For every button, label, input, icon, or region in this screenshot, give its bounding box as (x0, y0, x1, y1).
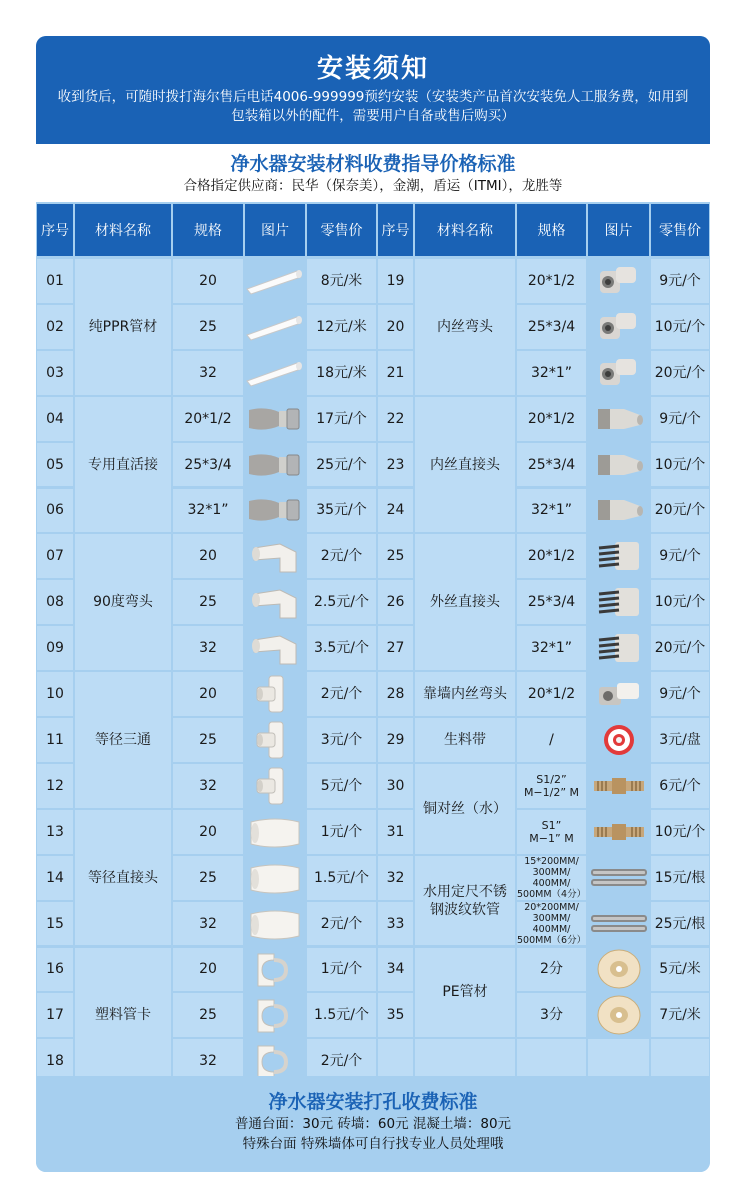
retail-price: 25元/个 (307, 443, 376, 487)
union-connector-icon (245, 443, 305, 487)
material-price-title: 净水器安装材料收费指导价格标准 (230, 153, 516, 175)
retail-price: 1元/个 (307, 810, 376, 854)
material-name: 专用直活接 (75, 397, 171, 533)
column-header: 图片 (245, 204, 305, 256)
row-number: 09 (37, 626, 73, 670)
male-coupling-icon (588, 580, 649, 624)
row-number: 16 (37, 948, 73, 992)
brass-nipple-icon (588, 810, 649, 854)
column-header: 图片 (588, 204, 649, 256)
female-coupling-icon (588, 397, 649, 441)
row-number: 32 (378, 856, 413, 900)
retail-price: 20元/个 (651, 489, 709, 533)
material-name: 铜对丝（水） (415, 764, 515, 854)
ppr-pipe-icon (245, 305, 305, 349)
spec: 32 (173, 351, 243, 395)
ptfe-tape-icon (588, 718, 649, 762)
material-name: 等径直接头 (75, 810, 171, 946)
spec-line: 400MM/ (532, 877, 571, 889)
spec: 20 (173, 948, 243, 992)
elbow-90-icon (245, 626, 305, 670)
drilling-fee-note: 特殊台面 特殊墙体可自行找专业人员处理哦 (242, 1136, 504, 1152)
spec-line: 500MM（6分） (517, 934, 587, 946)
spec: 32 (173, 764, 243, 808)
row-number: 24 (378, 489, 413, 533)
spec: 32*1” (517, 626, 586, 670)
spec-line: S1” (541, 818, 562, 832)
spec: 25*3/4 (173, 443, 243, 487)
spec: 20*1/2 (173, 397, 243, 441)
row-number: 01 (37, 259, 73, 303)
drilling-fee-prices: 普通台面：30元 砖墙：60元 混凝土墙：80元 (234, 1116, 512, 1132)
spec: 32*1” (517, 489, 586, 533)
female-coupling-icon (588, 443, 649, 487)
supplier-list: 合格指定供应商：民华（保奈美），金潮，盾运（ITMI），龙胜等 (183, 178, 563, 194)
retail-price: 9元/个 (651, 534, 709, 578)
retail-price: 18元/米 (307, 351, 376, 395)
retail-price: 20元/个 (651, 626, 709, 670)
spec: 25 (173, 718, 243, 762)
spec-line: S1/2” (536, 772, 567, 786)
row-number: 03 (37, 351, 73, 395)
material-name: PE管材 (415, 948, 515, 1038)
retail-price: 2元/个 (307, 1039, 376, 1083)
retail-price: 1元/个 (307, 948, 376, 992)
row-number: 28 (378, 672, 413, 716)
install-notice (36, 36, 710, 144)
price-sheet (36, 36, 710, 1172)
retail-price: 2元/个 (307, 534, 376, 578)
material-name: 内丝弯头 (415, 259, 515, 395)
row-number: 19 (378, 259, 413, 303)
row-number: 33 (378, 902, 413, 946)
row-number: 23 (378, 443, 413, 487)
row-number: 35 (378, 993, 413, 1037)
retail-price: 9元/个 (651, 259, 709, 303)
material-name-line: 水用定尺不锈 (423, 883, 507, 900)
spec: 25 (173, 305, 243, 349)
retail-price: 10元/个 (651, 580, 709, 624)
retail-price: 12元/米 (307, 305, 376, 349)
retail-price: 35元/个 (307, 489, 376, 533)
female-elbow-icon (588, 351, 649, 395)
retail-price: 10元/个 (651, 305, 709, 349)
material-name (415, 856, 515, 946)
tee-fitting-icon (245, 672, 305, 716)
spec: 20 (173, 672, 243, 716)
row-number: 10 (37, 672, 73, 716)
material-name: 外丝直接头 (415, 534, 515, 670)
column-header: 零售价 (307, 204, 376, 256)
column-header: 零售价 (651, 204, 709, 256)
retail-price: 25元/根 (651, 902, 709, 946)
spec: 20*1/2 (517, 259, 586, 303)
material-name: 等径三通 (75, 672, 171, 808)
spec-line: M−1” M (529, 831, 574, 845)
row-number: 25 (378, 534, 413, 578)
column-header: 规格 (173, 204, 243, 256)
elbow-90-icon (245, 534, 305, 578)
spec: 20 (173, 259, 243, 303)
column-header: 材料名称 (415, 204, 515, 256)
retail-price: 10元/个 (651, 810, 709, 854)
material-name: 内丝直接头 (415, 397, 515, 533)
elbow-90-icon (245, 580, 305, 624)
spec: 32 (173, 626, 243, 670)
spec-line: 300MM/ (532, 866, 571, 878)
spec-line: M−1/2” M (523, 785, 580, 799)
spec: 25*3/4 (517, 305, 586, 349)
spec-line: 15*200MM/ (524, 855, 579, 867)
male-coupling-icon (588, 534, 649, 578)
spec: 25*3/4 (517, 580, 586, 624)
tee-fitting-icon (245, 764, 305, 808)
ppr-pipe-icon (245, 351, 305, 395)
row-number: 07 (37, 534, 73, 578)
spec: 2分 (517, 948, 586, 992)
retail-price: 2元/个 (307, 902, 376, 946)
drilling-fee-section (36, 1076, 710, 1172)
retail-price: 1.5元/个 (307, 993, 376, 1037)
row-number: 18 (37, 1039, 73, 1083)
column-header: 规格 (517, 204, 586, 256)
spec (517, 856, 586, 900)
row-number: 31 (378, 810, 413, 854)
material-name: 靠墙内丝弯头 (415, 672, 515, 716)
retail-price: 8元/米 (307, 259, 376, 303)
union-connector-icon (245, 397, 305, 441)
spec: 32*1” (517, 351, 586, 395)
spec: / (517, 718, 586, 762)
pipe-clip-icon (245, 948, 305, 992)
retail-price: 20元/个 (651, 351, 709, 395)
spec: 25*3/4 (517, 443, 586, 487)
row-number: 05 (37, 443, 73, 487)
spec: 20*1/2 (517, 397, 586, 441)
spec-line: 20*200MM/ (524, 901, 579, 913)
row-number: 34 (378, 948, 413, 992)
pe-pipe-coil-icon (588, 948, 649, 992)
spec: 32*1” (173, 489, 243, 533)
row-number: 30 (378, 764, 413, 808)
row-number: 20 (378, 305, 413, 349)
female-elbow-icon (588, 305, 649, 349)
spec: 20*1/2 (517, 534, 586, 578)
row-number: 22 (378, 397, 413, 441)
retail-price: 2元/个 (307, 672, 376, 716)
column-header: 材料名称 (75, 204, 171, 256)
row-number: 06 (37, 489, 73, 533)
spec-line: 300MM/ (532, 912, 571, 924)
retail-price: 9元/个 (651, 672, 709, 716)
spec: 20*1/2 (517, 672, 586, 716)
spec-line: 500MM（4分） (517, 888, 587, 900)
row-number: 26 (378, 580, 413, 624)
female-coupling-icon (588, 489, 649, 533)
retail-price: 7元/米 (651, 993, 709, 1037)
retail-price: 2.5元/个 (307, 580, 376, 624)
spec: 25 (173, 993, 243, 1037)
row-number: 12 (37, 764, 73, 808)
notice-title: 安装须知 (316, 54, 429, 84)
material-name-line: 钢波纹软管 (430, 901, 500, 918)
row-number: 14 (37, 856, 73, 900)
row-number: 29 (378, 718, 413, 762)
brass-nipple-icon (588, 764, 649, 808)
spec: 32 (173, 1039, 243, 1083)
spec-line: 400MM/ (532, 923, 571, 935)
notice-text: 收到货后，可随时拨打海尔售后电话4006-999999预约安装（安装类产品首次安装免人工服务费，如用到包装箱以外的配件，需要用户自备或售后购买） (57, 89, 689, 124)
wall-elbow-icon (588, 672, 649, 716)
row-number: 04 (37, 397, 73, 441)
retail-price: 3.5元/个 (307, 626, 376, 670)
spec: 20 (173, 810, 243, 854)
material-name: 90度弯头 (75, 534, 171, 670)
retail-price: 10元/个 (651, 443, 709, 487)
retail-price: 17元/个 (307, 397, 376, 441)
spec: 25 (173, 580, 243, 624)
column-header: 序号 (378, 204, 413, 256)
material-name: 生料带 (415, 718, 515, 762)
row-number: 11 (37, 718, 73, 762)
ppr-pipe-icon (245, 259, 305, 303)
spec: 3分 (517, 993, 586, 1037)
spec (517, 810, 586, 854)
material-name: 塑料管卡 (75, 948, 171, 1084)
pipe-clip-icon (245, 993, 305, 1037)
tee-fitting-icon (245, 718, 305, 762)
spec (517, 764, 586, 808)
corrugated-hose-icon (588, 856, 649, 900)
spec: 20 (173, 534, 243, 578)
retail-price: 3元/盘 (651, 718, 709, 762)
spec: 32 (173, 902, 243, 946)
row-number: 13 (37, 810, 73, 854)
material-name: 纯PPR管材 (75, 259, 171, 395)
retail-price: 6元/个 (651, 764, 709, 808)
corrugated-hose-icon (588, 902, 649, 946)
female-elbow-icon (588, 259, 649, 303)
row-number: 08 (37, 580, 73, 624)
straight-coupling-icon (245, 810, 305, 854)
retail-price: 5元/个 (307, 764, 376, 808)
retail-price: 3元/个 (307, 718, 376, 762)
retail-price: 9元/个 (651, 397, 709, 441)
straight-coupling-icon (245, 902, 305, 946)
row-number: 27 (378, 626, 413, 670)
retail-price: 15元/根 (651, 856, 709, 900)
row-number: 15 (37, 902, 73, 946)
straight-coupling-icon (245, 856, 305, 900)
retail-price: 5元/米 (651, 948, 709, 992)
drilling-fee-title: 净水器安装打孔收费标准 (268, 1091, 478, 1113)
retail-price: 1.5元/个 (307, 856, 376, 900)
male-coupling-icon (588, 626, 649, 670)
union-connector-icon (245, 489, 305, 533)
pe-pipe-coil-icon (588, 993, 649, 1037)
row-number: 02 (37, 305, 73, 349)
material-price-header (36, 144, 710, 202)
row-number: 21 (378, 351, 413, 395)
row-number: 17 (37, 993, 73, 1037)
spec: 25 (173, 856, 243, 900)
spec (517, 902, 586, 946)
column-header: 序号 (37, 204, 73, 256)
